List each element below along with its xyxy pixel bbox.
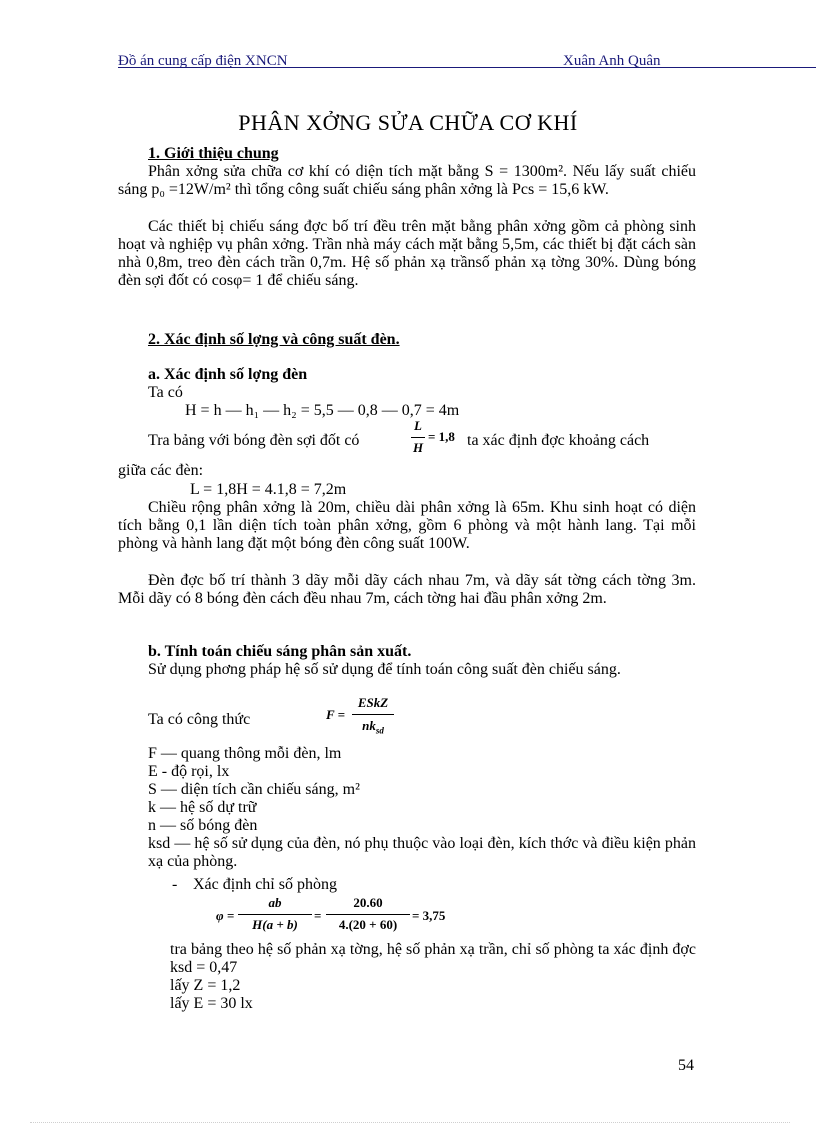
formula-f-denominator: $nk_{sd}$ bbox=[362, 718, 384, 736]
equation-h: H = h — h₁ — h₂ = 5,5 — 0,8 — 0,7 = 4m bbox=[185, 402, 460, 419]
header-left: Đồ án cung cấp điện XNCN bbox=[118, 53, 288, 69]
paragraph-6: tra bảng theo hệ số phản xạ tờng, hệ số phản xạ trần, chỉ số phòng ta xác định đợc ksd = 0,47 bbox=[170, 941, 696, 976]
page-number: 54 bbox=[678, 1057, 694, 1074]
section-2-heading: 2. Xác định số lợng và công suất đèn. bbox=[148, 331, 400, 348]
subsection-a-heading: a. Xác định số lợng đèn bbox=[148, 366, 308, 383]
ta-co-cong-thuc: Ta có công thức bbox=[148, 711, 251, 728]
paragraph-3: Chiều rộng phân xởng là 20m, chiều dài phân xởng là 65m. Khu sinh hoạt có diện tích bằng 0,1 lần diện tích toàn phân xởng, gồm 6 phòng và một hành lang. Tại mỗi phòng và hành lang đặt một bóng đèn công suất 100W. bbox=[118, 499, 696, 552]
def-n: n — số bóng đèn bbox=[148, 817, 258, 834]
fraction-l-over-h bbox=[410, 418, 470, 458]
formula-phi-bar1 bbox=[238, 914, 312, 915]
def-s: S — diện tích cần chiếu sáng, m² bbox=[148, 781, 360, 798]
formula-f-bar bbox=[352, 714, 394, 715]
formula-phi bbox=[216, 895, 456, 943]
def-ksd: ksd — hệ số sử dụng của đèn, nó phụ thuộc vào loại đèn, kích thớc và điều kiện phản xạ của phòng. bbox=[148, 835, 696, 870]
formula-phi-result: = 3,75 bbox=[412, 908, 446, 923]
page-title: PHÂN XỞNG SỬA CHỮA CƠ KHÍ bbox=[238, 110, 578, 135]
fraction-bar bbox=[411, 437, 425, 438]
formula-phi-lhs: φ = bbox=[216, 908, 235, 923]
ta-co: Ta có bbox=[148, 384, 183, 401]
paragraph-1: Phân xởng sửa chữa cơ khí có diện tích mặt bằng S = 1300m². Nếu lấy suất chiếu sáng p₀ =12W/m² thì tổng công suất chiếu sáng phân xởng là Pcs = 15,6 kW. bbox=[118, 163, 696, 198]
bullet-marker: - bbox=[172, 876, 178, 893]
bullet-text: Xác định chỉ số phòng bbox=[193, 876, 337, 893]
subsection-b-heading: b. Tính toán chiếu sáng phân sản xuất. bbox=[148, 643, 412, 660]
formula-phi-n1: ab bbox=[268, 895, 282, 910]
fraction-value: = 1,8 bbox=[428, 429, 455, 444]
fraction-denominator: H bbox=[412, 440, 424, 455]
def-f: F — quang thông mỗi đèn, lm bbox=[148, 745, 342, 762]
header-rule bbox=[118, 67, 816, 68]
paragraph-4: Đèn đợc bố trí thành 3 dãy mỗi dãy cách nhau 7m, và dãy sát tờng cách tờng 3m. Mỗi dãy có 8 bóng đèn cách đều nhau 7m, cách tờng hai đầu phân xởng 2m. bbox=[118, 572, 696, 607]
equation-l: L = 1,8H = 4.1,8 = 7,2m bbox=[190, 481, 347, 498]
formula-phi-d2: 4.(20 + 60) bbox=[338, 917, 398, 932]
formula-phi-bar2 bbox=[326, 914, 410, 915]
giua-cac-den: giữa các đèn: bbox=[118, 462, 204, 479]
formula-phi-d1: H(a + b) bbox=[252, 917, 298, 932]
def-k: k — hệ số dự trữ bbox=[148, 799, 257, 816]
paragraph-5: Sử dụng phơng pháp hệ số sử dụng để tính toán công suất đèn chiếu sáng. bbox=[148, 661, 621, 678]
paragraph-2: Các thiết bị chiếu sáng đợc bố trí đều trên mặt bằng phân xởng gồm cả phòng sinh hoạt và nghiệp vụ phân xởng. Trần nhà máy cách mặt bằng 5,5m, các thiết bị đặt cách sàn nhà 0,8m, treo đèn cách trần 0,7m. Hệ số phản xạ trầnsố phản xạ tờng 30%. Dùng bóng đèn sợi đốt có cosφ= 1 để chiếu sáng. bbox=[118, 218, 696, 289]
formula-f-lhs: F = bbox=[326, 707, 346, 722]
formula-f-numerator: ESkZ bbox=[357, 695, 389, 710]
fraction-numerator: L bbox=[414, 418, 422, 433]
formula-phi-n2: 20.60 bbox=[353, 895, 383, 910]
lay-z: lấy Z = 1,2 bbox=[170, 977, 241, 994]
formula-phi-eq: = bbox=[314, 908, 322, 923]
formula-f bbox=[326, 695, 406, 739]
tra-bang-pre: Tra bảng với bóng đèn sợi đốt có bbox=[148, 432, 360, 449]
lay-e: lấy E = 30 lx bbox=[170, 995, 253, 1012]
section-1-heading: 1. Giới thiệu chung bbox=[148, 145, 279, 162]
header-right: Xuân Anh Quân bbox=[563, 53, 661, 69]
def-e: E - độ rọi, lx bbox=[148, 763, 230, 780]
tra-bang-post: ta xác định đợc khoảng cách bbox=[467, 432, 650, 449]
